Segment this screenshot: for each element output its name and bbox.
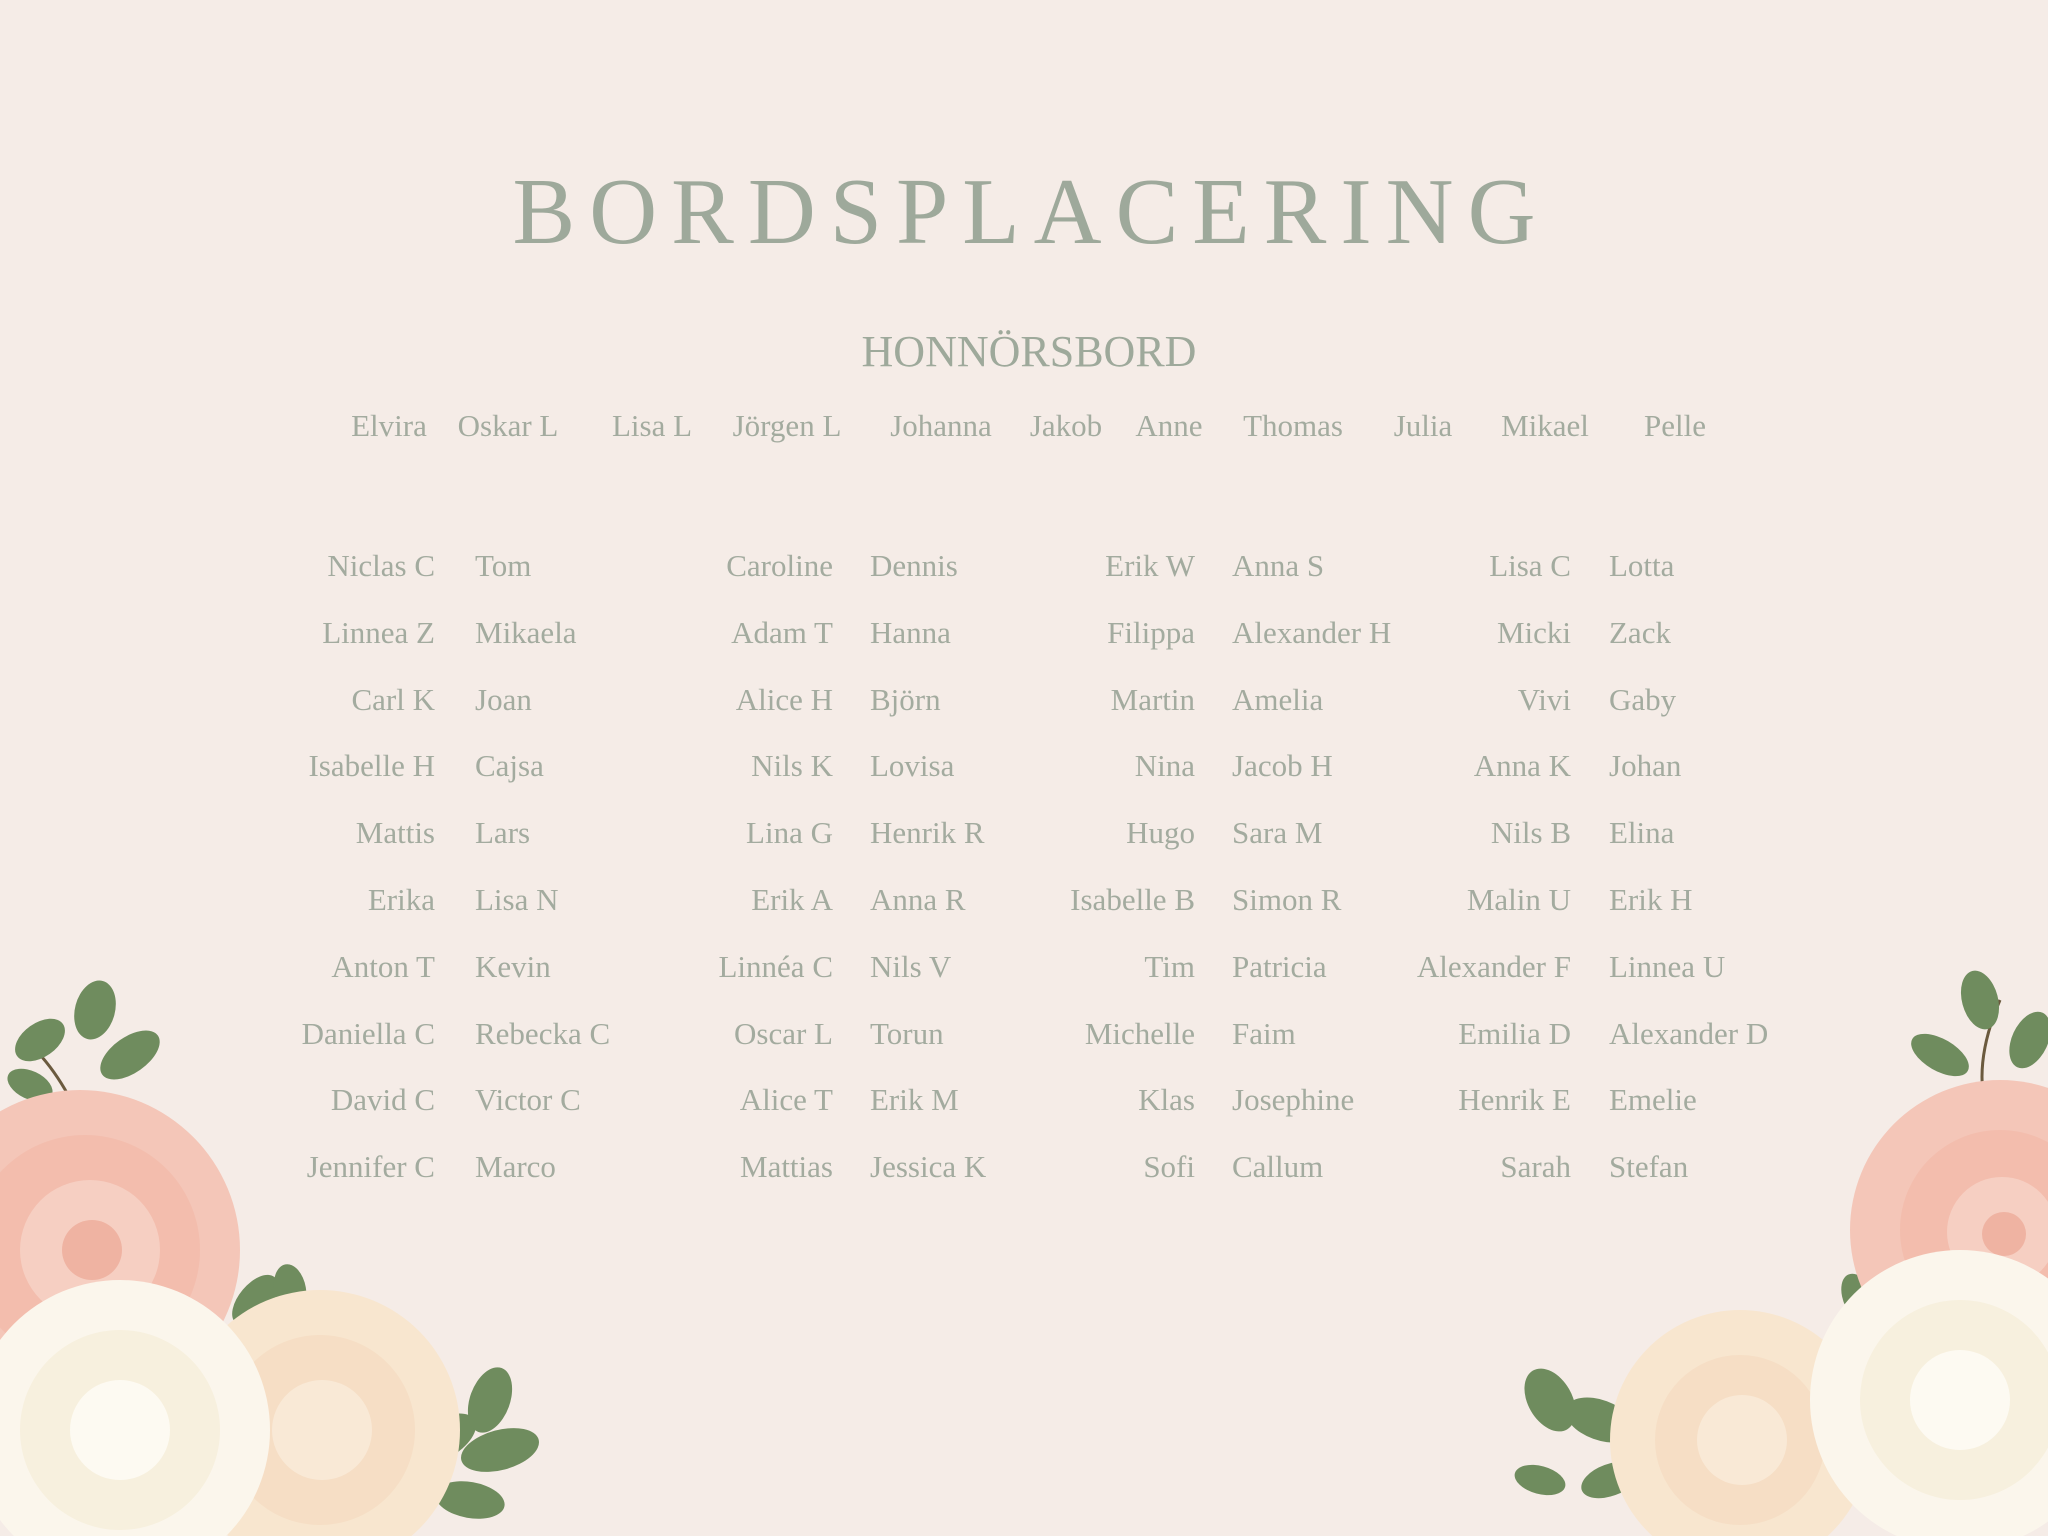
guest-name: Dennis [870,548,958,583]
guest-name: Hugo [1126,815,1195,851]
guest-name: Josephine [1232,1082,1355,1118]
guest-name: Anna K [1473,748,1571,784]
guest-name: Micki [1496,614,1571,650]
guest-name: Carl K [351,681,435,717]
head-table-guest: Thomas [1243,408,1343,443]
guest-name: Henrik R [870,815,985,851]
guest-name: Emelie [1609,1082,1697,1118]
guest-name: David C [330,1082,435,1118]
guest-name: Alice T [739,1082,833,1118]
guest-name: Erik W [1105,548,1195,583]
guest-name: Sarah [1500,1149,1571,1185]
guest-name: Alexander D [1609,1015,1769,1051]
head-table-guest: Jörgen L [732,408,842,443]
guest-name: Rebecka C [475,1015,611,1051]
head-table-guest: Johanna [890,408,992,443]
guest-name: Mikaela [475,614,577,650]
guest-name: Torun [870,1015,944,1051]
guest-name: Daniella C [301,1015,435,1051]
guest-name: Linnéa C [718,948,833,984]
guest-name: Lotta [1609,548,1675,583]
guest-name: Michelle [1084,1015,1195,1051]
guest-name: Faim [1232,1015,1296,1051]
guest-name: Erik A [751,882,833,917]
head-table-guest: Oskar L [457,408,559,443]
guest-name: Tom [475,548,532,583]
guest-name: Isabelle B [1070,882,1195,917]
guest-name: Caroline [726,548,833,583]
guest-name: Marco [475,1149,556,1185]
guest-name: Erik H [1609,882,1693,917]
guest-name: Malin U [1466,882,1571,917]
guest-name: Mattis [355,815,435,851]
page-title: BORDSPLACERING [512,160,1550,264]
guest-name: Jacob H [1232,748,1333,784]
guest-name: Alice H [735,681,833,717]
guest-name: Jessica K [870,1149,987,1185]
guest-name: Cajsa [475,748,544,784]
guest-name: Filippa [1107,614,1195,650]
head-table-guest: Anne [1135,408,1203,443]
guest-name: Callum [1232,1149,1324,1185]
guest-name: Hanna [870,614,951,650]
guest-name: Anna S [1232,548,1325,583]
guest-name: Alexander F [1416,948,1571,984]
guest-name: Niclas C [327,548,435,583]
guest-name: Simon R [1232,882,1342,917]
head-table-guest: Lisa L [611,408,693,443]
guest-name: Klas [1138,1082,1195,1118]
guest-name: Erika [367,882,435,917]
guest-name: Erik M [870,1082,959,1118]
head-table-guest: Pelle [1644,408,1706,443]
guest-name: Johan [1609,748,1682,784]
guest-name: Lina G [746,815,833,851]
guest-name: Gaby [1609,681,1677,717]
guest-name: Stefan [1609,1149,1689,1185]
head-table-guest: Mikael [1501,408,1589,443]
guest-name: Lisa N [475,882,559,917]
head-table-label: HONNÖRSBORD [861,327,1197,376]
guest-name: Anna R [870,882,966,917]
guest-name: Linnea U [1609,948,1726,984]
floral-corner-bottom-left [0,960,580,1536]
guest-name: Zack [1609,614,1671,650]
guest-name: Henrik E [1458,1082,1571,1118]
guest-name: Linnea Z [322,614,435,650]
guest-name: Emilia D [1458,1015,1571,1051]
guest-name: Jennifer C [306,1149,435,1185]
guest-name: Kevin [475,948,551,984]
guest-name: Nina [1134,748,1195,784]
guest-name: Martin [1110,681,1195,717]
guest-name: Vivi [1517,681,1571,717]
guest-name: Amelia [1232,681,1324,717]
head-table-guest: Julia [1393,408,1453,443]
guest-name: Lars [475,815,531,851]
guest-name: Björn [870,681,941,717]
guest-name: Sara M [1232,815,1323,851]
head-table-guest: Jakob [1029,408,1103,443]
guest-name: Nils B [1490,815,1571,851]
white-dahlia-icon [0,1280,270,1536]
head-table-guest: Elvira [351,408,427,443]
guest-name: Adam T [731,614,833,650]
guest-name: Mattias [740,1149,833,1185]
guest-name: Nils V [870,948,952,984]
guest-name: Lovisa [870,748,955,784]
guest-name: Patricia [1232,948,1327,984]
guest-name: Victor C [475,1082,581,1118]
floral-corner-bottom-right [1500,960,2048,1536]
guest-name: Lisa C [1489,548,1571,583]
guest-name: Elina [1609,815,1675,851]
guest-name: Nils K [751,748,833,784]
guest-name: Anton T [331,948,435,984]
guest-name: Alexander H [1232,614,1392,650]
guest-name: Joan [475,681,532,717]
guest-name: Oscar L [734,1015,833,1051]
guest-name: Isabelle H [308,748,435,784]
guest-name: Sofi [1143,1149,1195,1185]
guest-name: Tim [1144,948,1195,984]
